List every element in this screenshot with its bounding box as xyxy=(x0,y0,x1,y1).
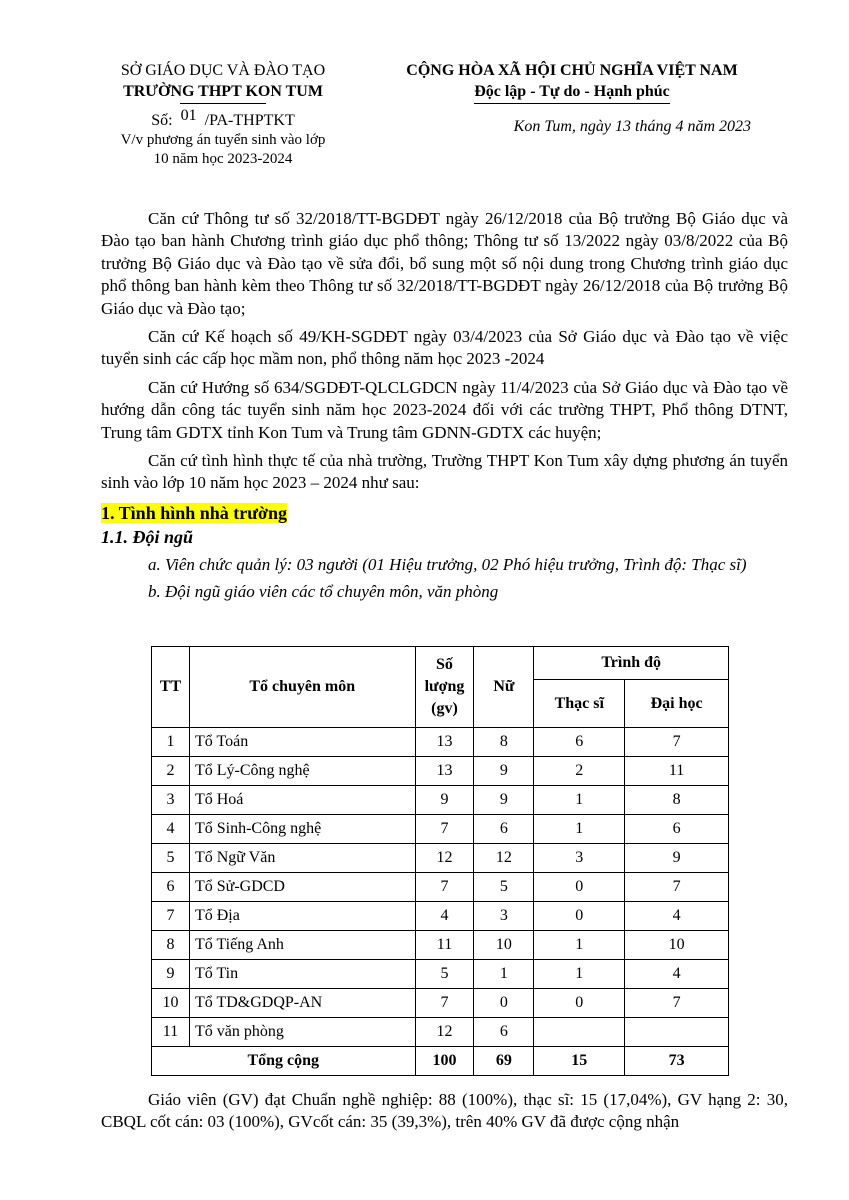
cell-tt: 6 xyxy=(152,873,190,902)
paragraph-legal-basis-2: Căn cứ Kế hoạch số 49/KH-SGDĐT ngày 03/4/2023 của Sở Giáo dục và Đào tạo về việc tuyển sinh các cấp học mầm non, phổ thông năm học 2023 -2024 xyxy=(101,327,788,369)
cell-bachelor xyxy=(625,1018,729,1047)
management-staff-line: a. Viên chức quản lý: 03 người (01 Hiệu trưởng, 02 Phó hiệu trưởng, Trình độ: Thạc sĩ) xyxy=(148,554,747,574)
staff-table xyxy=(151,646,729,1076)
document-number-suffix: /PA-THPTKT xyxy=(204,112,295,129)
cell-group: Tổ Địa xyxy=(189,902,415,931)
cell-bachelor: 8 xyxy=(625,786,729,815)
cell-female: 10 xyxy=(474,931,534,960)
cell-masters: 6 xyxy=(534,728,625,757)
department-name: SỞ GIÁO DỤC VÀ ĐÀO TẠO xyxy=(120,62,326,79)
cell-masters: 1 xyxy=(534,786,625,815)
cell-bachelor: 9 xyxy=(625,844,729,873)
header-level: Trình độ xyxy=(534,647,729,680)
cell-count: 12 xyxy=(415,1018,474,1047)
table-row xyxy=(152,757,729,786)
cell-masters: 1 xyxy=(534,960,625,989)
country-name: CỘNG HÒA XÃ HỘI CHỦ NGHĨA VIỆT NAM xyxy=(406,62,738,79)
paragraph-legal-basis-4: Căn cứ tình hình thực tế của nhà trường, Trường THPT Kon Tum xây dựng phương án tuyển sinh vào lớp 10 năm học 2023 – 2024 như sau: xyxy=(101,451,788,493)
cell-count: 12 xyxy=(415,844,474,873)
header-female: Nữ xyxy=(474,647,534,728)
cell-count: 7 xyxy=(415,815,474,844)
total-masters: 15 xyxy=(534,1047,625,1076)
header-masters: Thạc sĩ xyxy=(534,680,625,728)
subject-line-2: 10 năm học 2023-2024 xyxy=(153,151,293,167)
cell-masters xyxy=(534,1018,625,1047)
document-number-prefix: Số: xyxy=(151,112,173,129)
cell-masters: 0 xyxy=(534,873,625,902)
cell-female: 9 xyxy=(474,786,534,815)
table-body xyxy=(152,728,729,1047)
document-number-value: 01 xyxy=(180,107,197,124)
header-group: Tổ chuyên môn xyxy=(189,647,415,728)
header-bachelor: Đại học xyxy=(625,680,729,728)
cell-count: 7 xyxy=(415,873,474,902)
total-label: Tổng cộng xyxy=(152,1047,416,1076)
table-row xyxy=(152,902,729,931)
total-female: 69 xyxy=(474,1047,534,1076)
cell-count: 7 xyxy=(415,989,474,1018)
cell-masters: 1 xyxy=(534,815,625,844)
cell-count: 13 xyxy=(415,728,474,757)
cell-female: 12 xyxy=(474,844,534,873)
table-row xyxy=(152,1018,729,1047)
cell-group: Tổ văn phòng xyxy=(189,1018,415,1047)
cell-count: 13 xyxy=(415,757,474,786)
cell-count: 4 xyxy=(415,902,474,931)
table-total-row xyxy=(152,1047,729,1076)
cell-group: Tổ Hoá xyxy=(189,786,415,815)
cell-tt: 4 xyxy=(152,815,190,844)
cell-tt: 11 xyxy=(152,1018,190,1047)
cell-bachelor: 6 xyxy=(625,815,729,844)
cell-group: Tổ Ngữ Văn xyxy=(189,844,415,873)
cell-female: 8 xyxy=(474,728,534,757)
cell-tt: 8 xyxy=(152,931,190,960)
cell-tt: 5 xyxy=(152,844,190,873)
cell-female: 5 xyxy=(474,873,534,902)
table-header-row xyxy=(152,647,729,680)
header-tt: TT xyxy=(152,647,190,728)
school-name: TRƯỜNG THPT KON TUM xyxy=(123,83,323,100)
cell-group: Tổ TD&GDQP-AN xyxy=(189,989,415,1018)
header-right xyxy=(372,60,772,136)
cell-female: 9 xyxy=(474,757,534,786)
cell-female: 0 xyxy=(474,989,534,1018)
cell-tt: 1 xyxy=(152,728,190,757)
cell-group: Tổ Toán xyxy=(189,728,415,757)
table-row xyxy=(152,815,729,844)
national-motto: Độc lập - Tự do - Hạnh phúc xyxy=(474,81,670,104)
table-row xyxy=(152,931,729,960)
table-row xyxy=(152,873,729,902)
teaching-staff-line: b. Đội ngũ giáo viên các tổ chuyên môn, văn phòng xyxy=(148,581,499,601)
document-number xyxy=(92,107,354,131)
cell-group: Tổ Tin xyxy=(189,960,415,989)
cell-tt: 3 xyxy=(152,786,190,815)
table-row xyxy=(152,728,729,757)
cell-female: 6 xyxy=(474,1018,534,1047)
header-left xyxy=(92,60,354,169)
total-count: 100 xyxy=(415,1047,474,1076)
document-date: Kon Tum, ngày 13 tháng 4 năm 2023 xyxy=(513,118,751,135)
cell-masters: 0 xyxy=(534,989,625,1018)
cell-count: 9 xyxy=(415,786,474,815)
cell-bachelor: 7 xyxy=(625,728,729,757)
cell-female: 1 xyxy=(474,960,534,989)
cell-count: 5 xyxy=(415,960,474,989)
cell-bachelor: 10 xyxy=(625,931,729,960)
cell-female: 6 xyxy=(474,815,534,844)
table-row xyxy=(152,989,729,1018)
cell-tt: 7 xyxy=(152,902,190,931)
cell-count: 11 xyxy=(415,931,474,960)
document-body xyxy=(101,208,788,603)
cell-group: Tổ Lý-Công nghệ xyxy=(189,757,415,786)
paragraph-legal-basis-1: Căn cứ Thông tư số 32/2018/TT-BGDĐT ngày 26/12/2018 của Bộ trưởng Bộ Giáo dục và Đào tạo ban hành Chương trình giáo dục phổ thông; Thông tư số 13/2022 ngày 03/8/2022 của Bộ trưởng Bộ Giáo dục và Đào tạo về sửa đổi, bổ sung một số nội dung trong Chương trình giáo dục phổ thông ban hành kèm theo Thông tư số 32/2018/TT-BGDĐT ngày 26/12/2018 của Bộ trưởng Bộ Giáo dục và Đào tạo; xyxy=(101,209,788,318)
section-1-1-heading: 1.1. Đội ngũ xyxy=(101,526,194,547)
cell-bachelor: 7 xyxy=(625,873,729,902)
table-row xyxy=(152,960,729,989)
paragraph-legal-basis-3: Căn cứ Hướng số 634/SGDĐT-QLCLGDCN ngày 11/4/2023 của Sở Giáo dục và Đào tạo về hướng dẫn công tác tuyển sinh năm học 2023-2024 đối với các trường THPT, Phổ thông DTNT, Trung tâm GDTX tỉnh Kon Tum và Trung tâm GDNN-GDTX các huyện; xyxy=(101,377,788,442)
total-bachelor: 73 xyxy=(625,1047,729,1076)
cell-bachelor: 7 xyxy=(625,989,729,1018)
section-1-heading: 1. Tình hình nhà trường xyxy=(101,502,288,523)
footer-text xyxy=(101,1089,788,1133)
school-name-underline xyxy=(180,103,266,104)
cell-group: Tổ Sinh-Công nghệ xyxy=(189,815,415,844)
cell-tt: 10 xyxy=(152,989,190,1018)
cell-masters: 0 xyxy=(534,902,625,931)
cell-group: Tổ Sử-GDCD xyxy=(189,873,415,902)
cell-masters: 1 xyxy=(534,931,625,960)
paragraph-teacher-stats: Giáo viên (GV) đạt Chuẩn nghề nghiệp: 88 (100%), thạc sĩ: 15 (17,04%), GV hạng 2: 30, CBQL cốt cán: 03 (100%), GVcốt cán: 35 (39,3%), trên 40% GV đã được cộng nhận xyxy=(101,1090,788,1131)
cell-group: Tổ Tiếng Anh xyxy=(189,931,415,960)
subject-line-1: V/v phương án tuyển sinh vào lớp xyxy=(120,132,326,148)
cell-female: 3 xyxy=(474,902,534,931)
table-row xyxy=(152,844,729,873)
cell-tt: 2 xyxy=(152,757,190,786)
cell-bachelor: 4 xyxy=(625,902,729,931)
table-row xyxy=(152,786,729,815)
cell-masters: 2 xyxy=(534,757,625,786)
cell-bachelor: 11 xyxy=(625,757,729,786)
cell-bachelor: 4 xyxy=(625,960,729,989)
cell-masters: 3 xyxy=(534,844,625,873)
cell-tt: 9 xyxy=(152,960,190,989)
header-count: Số lượng (gv) xyxy=(415,647,474,728)
